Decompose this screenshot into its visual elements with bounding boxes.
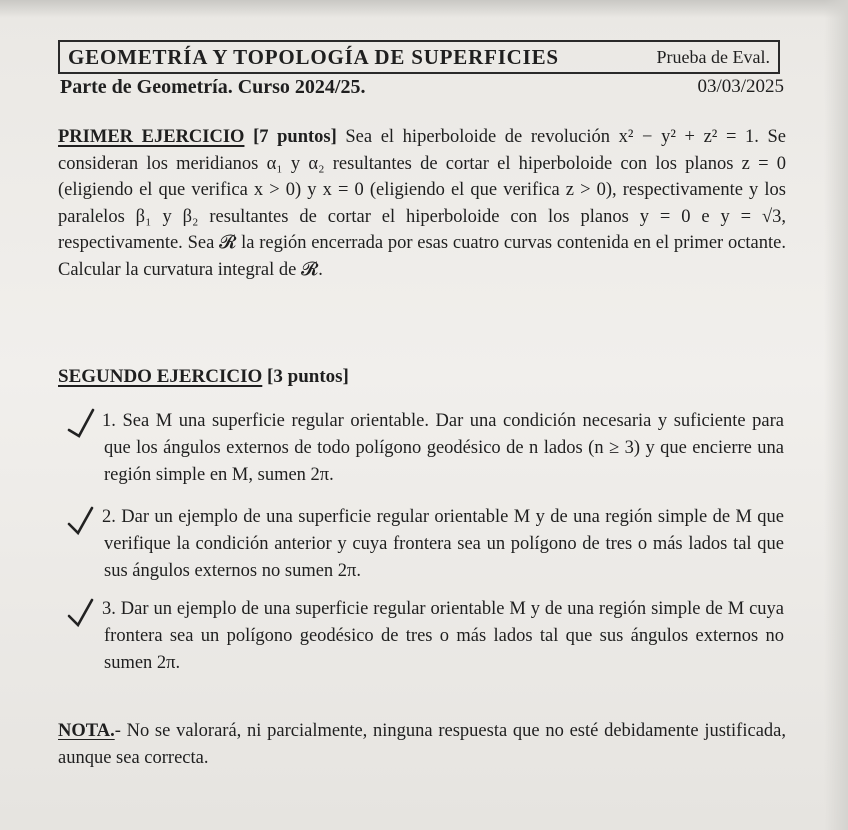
title-box [58, 40, 780, 74]
item-text: Dar un ejemplo de una superficie regular orientable M y de una región simple de M que verifique la condición anterior y cuya frontera sea un polígono de tres o más lados tal que sus ángulos externos no sumen 2π. [104, 507, 784, 581]
note-block [58, 718, 786, 772]
exercise2-title-row [58, 366, 786, 388]
exercise1-points: [7 puntos] [253, 127, 337, 147]
exam-date: 03/03/2025 [697, 76, 784, 97]
subtitle: Parte de Geometría. Curso 2024/25. [60, 75, 366, 98]
item-number: 1. [102, 411, 116, 431]
exercise2-points: [3 puntos] [267, 366, 349, 387]
handwritten-checkmark-icon [64, 594, 98, 628]
handwritten-checkmark-icon [64, 502, 98, 536]
exam-type: Prueba de Eval. [656, 46, 770, 67]
note-text: - No se valorará, ni parcialmente, ninguna respuesta que no esté debidamente justificada, aunque sea correcta. [58, 721, 786, 768]
item-number: 3. [102, 599, 116, 619]
exercise2-heading: SEGUNDO EJERCICIO [58, 366, 263, 387]
exercise2-item [72, 504, 784, 585]
exercise2-item [72, 596, 784, 677]
exercise1-block [58, 124, 786, 283]
exercise1-heading: PRIMER EJERCICIO [58, 127, 245, 147]
exercise2-item-content [72, 504, 784, 585]
handwritten-checkmark-icon [64, 406, 98, 440]
exercise2-item [72, 408, 784, 489]
subtitle-row [60, 74, 784, 100]
exercise2-item-content [72, 408, 784, 489]
note-label: NOTA. [58, 721, 115, 741]
exercise1-text: Sea el hiperboloide de revolución x² − y² + z² = 1. Se consideran los meridianos α₁ y α₂ resultantes de cortar el hiperboloide con los planos z = 0 (eligiendo el que verifica x > 0) y x = 0 (eligiendo el que verifica z > 0), respectivamente y los paralelos β₁ y β₂ resultantes de cortar el hiperboloide con los planos y = 0 e y = √3, respectivamente. Sea 𝓡 la región encerrada por esas cuatro curvas contenida en el primer octante. Calcular la curvatura integral de 𝓡. [58, 127, 786, 280]
course-title: GEOMETRÍA Y TOPOLOGÍA DE SUPERFICIES [68, 44, 559, 69]
page-shadow-top [0, 0, 848, 18]
item-text: Sea M una superficie regular orientable. Dar una condición necesaria y suficiente para que los ángulos externos de todo polígono geodésico de n lados (n ≥ 3) y que encierre una región simple en M, sumen 2π. [104, 411, 785, 485]
exercise2-item-content [72, 596, 784, 677]
item-number: 2. [102, 507, 116, 527]
page-shadow-right [824, 0, 848, 830]
item-text: Dar un ejemplo de una superficie regular orientable M y de una región simple de M cuya frontera sea un polígono geodésico de tres o más lados tal que sus ángulos externos no sumen 2π. [104, 599, 785, 673]
